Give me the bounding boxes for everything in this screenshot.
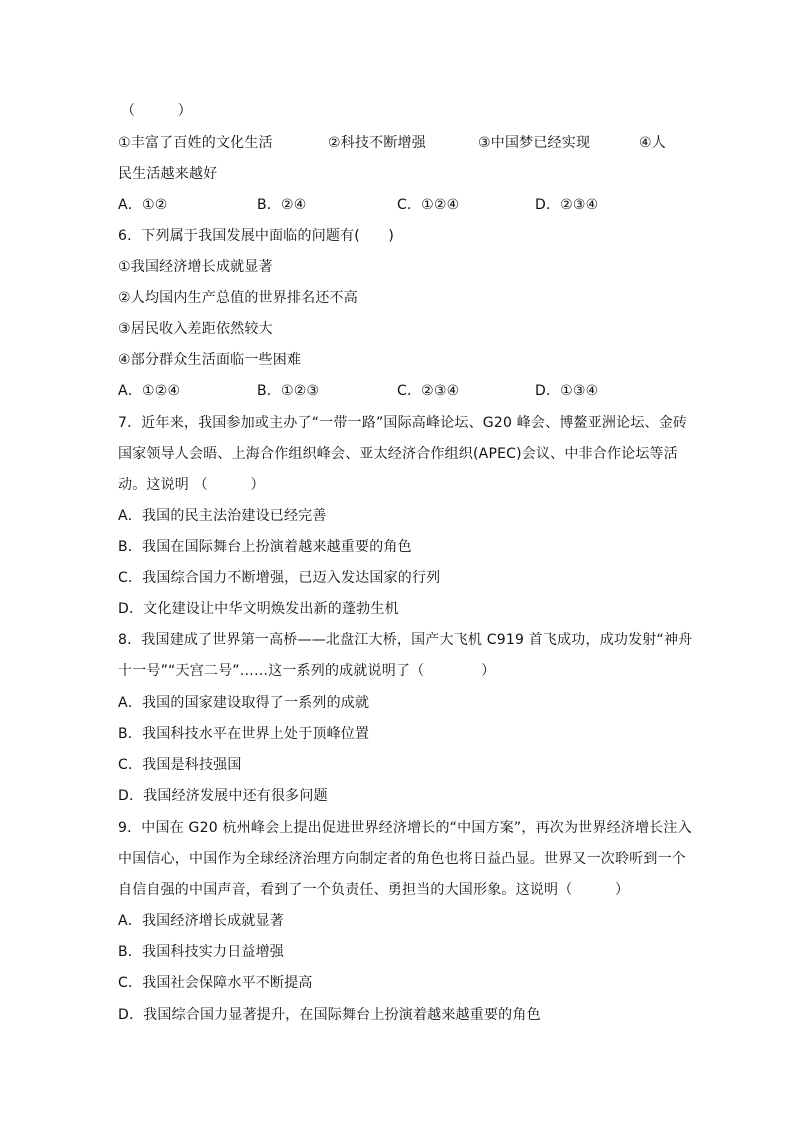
q9-stem-line-2: 中国信心，中国作为全球经济治理方向制定者的角色也将日益凸显。世界又一次聆听到一个 bbox=[118, 851, 686, 867]
q5-answer-a: A．①② bbox=[118, 197, 168, 213]
q8-option-b: B．我国科技水平在世界上处于顶峰位置 bbox=[118, 726, 370, 742]
q5-answer-d: D．②③④ bbox=[535, 197, 599, 213]
q9-stem-line-1: 9．中国在 G20 杭州峰会上提出促进世界经济增长的“中国方案”，再次为世界经济增长注入 bbox=[118, 820, 692, 836]
q7-stem-line-3: 动。这说明 （ ） bbox=[118, 477, 265, 493]
q7-option-b: B．我国在国际舞台上扮演着越来越重要的角色 bbox=[118, 539, 412, 555]
q7-option-a: A．我国的民主法治建设已经完善 bbox=[118, 508, 327, 524]
q8-option-d: D．我国经济发展中还有很多问题 bbox=[118, 788, 328, 804]
q7-stem-line-2: 国家领导人会晤、上海合作组织峰会、亚太经济合作组织(APEC)会议、中非合作论坛等活 bbox=[118, 446, 678, 462]
q6-item-2: ②人均国内生产总值的世界排名还不高 bbox=[118, 290, 358, 306]
q6-answer-a: A．①②④ bbox=[118, 383, 181, 399]
q9-option-b: B．我国科技实力日益增强 bbox=[118, 944, 285, 960]
q6-item-3: ③居民收入差距依然较大 bbox=[118, 321, 273, 337]
q9-stem-line-3: 自信自强的中国声音，看到了一个负责任、勇担当的大国形象。这说明（ ） bbox=[118, 882, 630, 898]
q5-answer-c: C．①②④ bbox=[397, 197, 460, 213]
q7-option-d: D．文化建设让中华文明焕发出新的蓬勃生机 bbox=[118, 601, 399, 617]
q9-option-c: C．我国社会保障水平不断提高 bbox=[118, 975, 313, 991]
q5-option-3: ③中国梦已经实现 bbox=[478, 135, 591, 151]
q7-option-c: C．我国综合国力不断增强，已迈入发达国家的行列 bbox=[118, 570, 441, 586]
q6-answer-b: B．①②③ bbox=[257, 383, 320, 399]
q5-option-4-end: 民生活越来越好 bbox=[118, 166, 218, 182]
q6-item-4: ④部分群众生活面临一些困难 bbox=[118, 352, 302, 368]
q6-answer-c: C．②③④ bbox=[397, 383, 460, 399]
q8-option-a: A．我国的国家建设取得了一系列的成就 bbox=[118, 695, 370, 711]
q5-options-row bbox=[118, 133, 678, 153]
q9-option-d: D．我国综合国力显著提升，在国际舞台上扮演着越来越重要的角色 bbox=[118, 1007, 541, 1023]
q5-option-1: ①丰富了百姓的文化生活 bbox=[118, 135, 273, 151]
q5-answer-b: B．②④ bbox=[257, 197, 307, 213]
q8-option-c: C．我国是科技强国 bbox=[118, 757, 242, 773]
q8-stem-line-1: 8．我国建成了世界第一高桥——北盘江大桥，国产大飞机 C919 首飞成功，成功发射“神舟 bbox=[118, 632, 693, 648]
q6-answer-d: D．①③④ bbox=[535, 383, 599, 399]
q6-item-1: ①我国经济增长成就显著 bbox=[118, 259, 273, 275]
q6-answers-row bbox=[118, 381, 678, 401]
q5-option-2: ②科技不断增强 bbox=[328, 135, 426, 151]
q7-stem-line-1: 7．近年来，我国参加或主办了“一带一路”国际高峰论坛、G20 峰会、博鳌亚洲论坛、金砖 bbox=[118, 415, 688, 431]
q6-stem: 6．下列属于我国发展中面临的问题有( ) bbox=[118, 228, 395, 244]
q5-option-4-start: ④人 bbox=[639, 135, 666, 151]
q9-option-a: A．我国经济增长成就显著 bbox=[118, 913, 284, 929]
q5-answer-blank: （ ） bbox=[121, 103, 192, 119]
q5-answers-row bbox=[118, 195, 678, 215]
q8-stem-line-2: 十一号”“天宫二号”……这一系列的成就说明了（ ） bbox=[118, 663, 496, 679]
